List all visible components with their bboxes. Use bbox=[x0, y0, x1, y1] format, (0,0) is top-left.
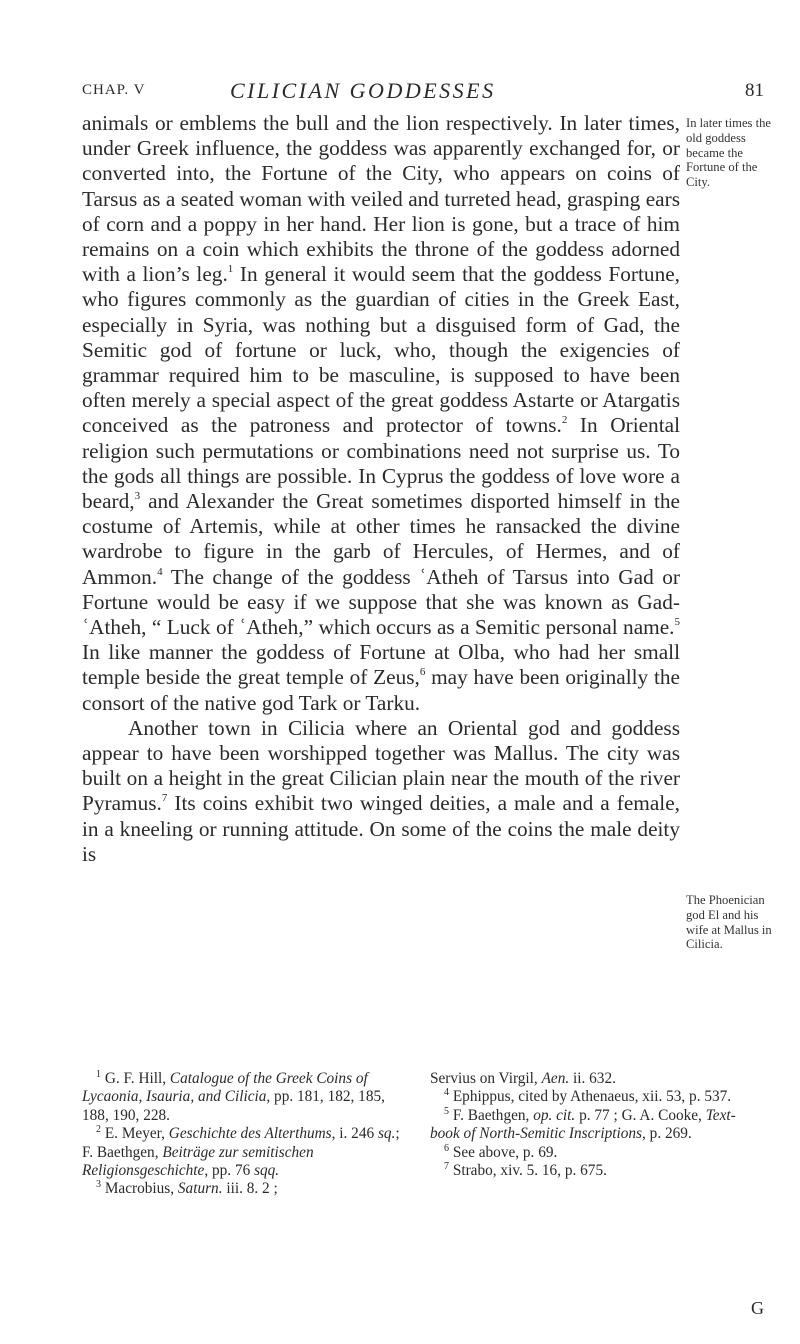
margin-note-fortune: In later times the old goddess became the Fortune of the City. bbox=[686, 116, 771, 190]
footnotes-left-column bbox=[82, 1070, 408, 1199]
page-number: 81 bbox=[745, 80, 764, 101]
footnote-ref-3: 3 bbox=[134, 490, 141, 503]
footnote-4: $^4$ Ephippus, cited by Athenaeus, xii. 53, p. 537. bbox=[444, 1087, 732, 1106]
chapter-label: CHAP. V bbox=[82, 82, 146, 98]
paragraph-2: Another town in Cilicia where an Oriental god and goddess appear to have been worshipped together was Mallus. The city was built on a height in the great Cilician plain near the mouth of the river Pyramus.$^7$ Its coins exhibit two winged deities, a male and a female, in a kneeling or running attitude. On some of the coins the male deity is bbox=[82, 715, 680, 866]
footnote-ref-6: 6 bbox=[419, 666, 426, 679]
running-title: CILICIAN GODDESSES bbox=[230, 78, 496, 103]
footnote-5: $^5$ F. Baethgen, op. cit. p. 77 ; G. A. Cooke, Text-book of North-Semitic Inscriptions, p. 269. bbox=[430, 1105, 736, 1143]
footnotes-right-column bbox=[430, 1070, 756, 1180]
footnote-ref-7: 7 bbox=[161, 792, 168, 805]
footnote-6: $^6$ See above, p. 69. bbox=[444, 1142, 558, 1161]
footnote-3: $^3$ Macrobius, Saturn. iii. 8. 2 ; bbox=[96, 1179, 278, 1198]
footnote-2: $^2$ E. Meyer, Geschichte des Alterthums, i. 246 sq.; F. Baethgen, Beiträge zur semitischen Religionsgeschichte, pp. 76 sqq. bbox=[82, 1124, 400, 1180]
footnote-ref-5: 5 bbox=[674, 616, 680, 629]
footnote-ref-4: 4 bbox=[157, 565, 163, 578]
footnote-1: $^1$ G. F. Hill, Catalogue of the Greek Coins of Lycaonia, Isauria, and Cilicia, pp. 181, 182, 185, 188, 190, 228. bbox=[82, 1069, 385, 1124]
footnote-ref-2: 2 bbox=[561, 414, 568, 427]
signature-mark: G bbox=[751, 1298, 764, 1318]
footnote-3-continued: Servius on Virgil, Aen. ii. 632. bbox=[430, 1070, 616, 1087]
paragraph-1: animals or emblems the bull and the lion respectively. In later times, under Greek influence, the goddess was apparently exchanged for, or converted into, the Fortune of the City, who appears on coins of Tarsus as a seated woman with veiled and turreted head, grasping ears of corn and a poppy in her hand. Her lion is gone, but a trace of him remains on a coin which exhibits the throne of the goddess adorned with a lion’s leg.$^1$ In general it would seem that the goddess Fortune, who figures commonly as the guardian of cities in the Greek East, especially in Syria, was nothing but a disguised form of Gad, the Semitic god of fortune or luck, who, though the exigencies of grammar required him to be masculine, is supposed to have been often merely a special aspect of the great goddess Astarte or Atargatis conceived as the patroness and protector of towns.$^2$ In Oriental religion such permutations or combinations need not surprise us. To the gods all things are possible. In Cyprus the goddess of love wore a beard,$^3$ and Alexander the Great sometimes disported himself in the costume of Artemis, while at other times he ransacked the divine wardrobe to figure in the garb of Hercules, of Hermes, and of Ammon.$^4$ The change of the goddess ʿAtheh of Tarsus into Gad or Fortune would be easy if we suppose that she was known as Gad-ʿAtheh, “ Luck of ʿAtheh,” which occurs as a Semitic personal name.$^5$ In like manner the goddess of Fortune at Olba, who had her small temple beside the great temple of Zeus,$^6$ may have been originally the consort of the native god Tark or Tarku. bbox=[82, 111, 681, 715]
footnote-7: $^7$ Strabo, xiv. 5. 16, p. 675. bbox=[444, 1161, 607, 1180]
running-header bbox=[82, 78, 764, 108]
footnote-ref-1: 1 bbox=[227, 263, 234, 276]
main-text bbox=[82, 111, 680, 867]
margin-note-mallus: The Phoenician god El and his wife at Mallus in Cilicia. bbox=[686, 893, 772, 952]
